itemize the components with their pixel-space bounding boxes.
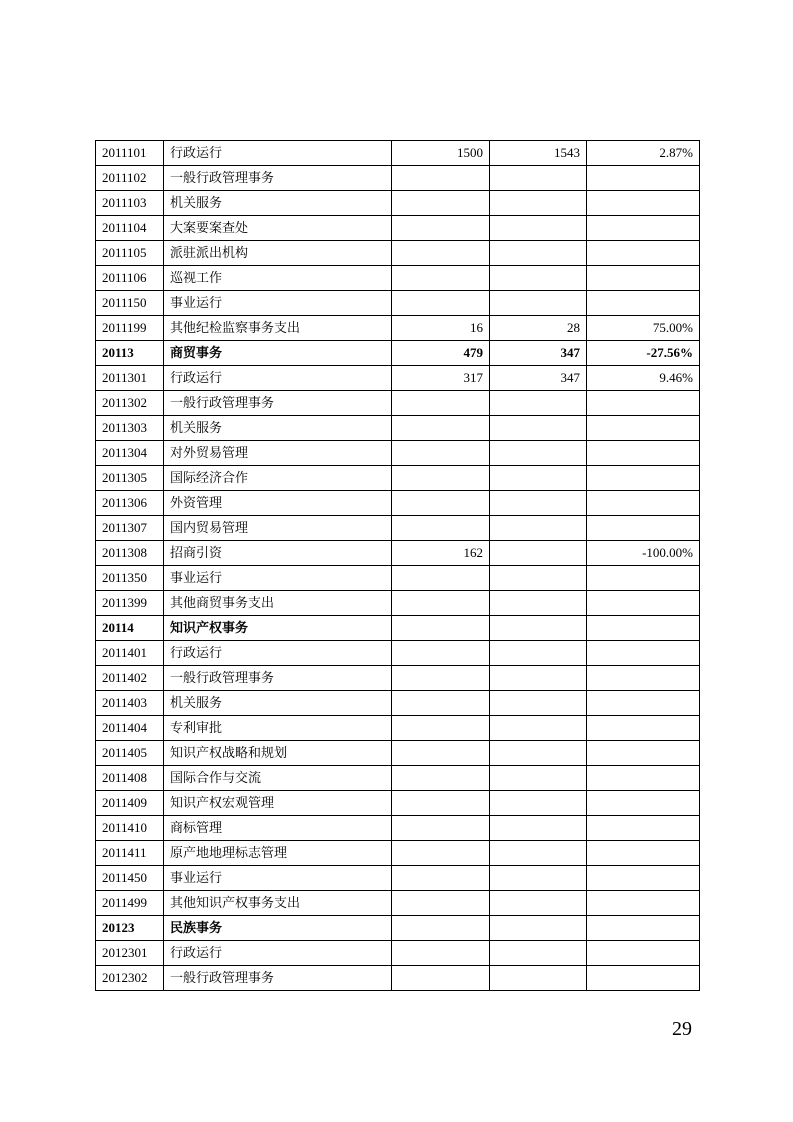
row-code-cell: 2011104 xyxy=(96,216,164,241)
row-change-percent-cell xyxy=(587,791,700,816)
row-name-cell: 一般行政管理事务 xyxy=(164,391,392,416)
row-actual-value-cell: 347 xyxy=(490,341,587,366)
row-name-cell: 知识产权战略和规划 xyxy=(164,741,392,766)
row-code-cell: 2011106 xyxy=(96,266,164,291)
row-code-cell: 2012302 xyxy=(96,966,164,991)
row-actual-value-cell xyxy=(490,841,587,866)
row-name-cell: 事业运行 xyxy=(164,291,392,316)
budget-expenditure-table xyxy=(95,140,700,991)
row-budget-value-cell xyxy=(392,466,490,491)
row-code-cell: 2011350 xyxy=(96,566,164,591)
row-name-cell: 知识产权宏观管理 xyxy=(164,791,392,816)
row-code-cell: 2011199 xyxy=(96,316,164,341)
row-budget-value-cell xyxy=(392,391,490,416)
row-code-cell: 2011401 xyxy=(96,641,164,666)
row-budget-value-cell xyxy=(392,641,490,666)
row-name-cell: 招商引资 xyxy=(164,541,392,566)
row-code-cell: 2011411 xyxy=(96,841,164,866)
row-budget-value-cell xyxy=(392,691,490,716)
row-actual-value-cell xyxy=(490,866,587,891)
row-actual-value-cell xyxy=(490,916,587,941)
row-budget-value-cell: 479 xyxy=(392,341,490,366)
row-code-cell: 2011450 xyxy=(96,866,164,891)
table-row xyxy=(96,216,700,241)
row-change-percent-cell xyxy=(587,266,700,291)
row-code-cell: 2011304 xyxy=(96,441,164,466)
row-code-cell: 2011404 xyxy=(96,716,164,741)
row-actual-value-cell xyxy=(490,616,587,641)
row-code-cell: 2011103 xyxy=(96,191,164,216)
row-budget-value-cell xyxy=(392,866,490,891)
row-change-percent-cell xyxy=(587,966,700,991)
table-row xyxy=(96,141,700,166)
row-change-percent-cell xyxy=(587,441,700,466)
table-row xyxy=(96,366,700,391)
page-number: 29 xyxy=(672,1018,692,1040)
row-actual-value-cell xyxy=(490,966,587,991)
row-code-cell: 20113 xyxy=(96,341,164,366)
row-change-percent-cell xyxy=(587,291,700,316)
row-actual-value-cell xyxy=(490,491,587,516)
row-code-cell: 2011410 xyxy=(96,816,164,841)
row-name-cell: 机关服务 xyxy=(164,691,392,716)
row-actual-value-cell xyxy=(490,716,587,741)
table-row xyxy=(96,166,700,191)
table-row xyxy=(96,516,700,541)
row-code-cell: 2011409 xyxy=(96,791,164,816)
row-budget-value-cell xyxy=(392,266,490,291)
row-actual-value-cell xyxy=(490,291,587,316)
row-actual-value-cell xyxy=(490,216,587,241)
row-change-percent-cell: -100.00% xyxy=(587,541,700,566)
row-budget-value-cell xyxy=(392,441,490,466)
row-change-percent-cell xyxy=(587,891,700,916)
row-actual-value-cell xyxy=(490,691,587,716)
row-code-cell: 2011399 xyxy=(96,591,164,616)
row-actual-value-cell xyxy=(490,591,587,616)
row-code-cell: 2011101 xyxy=(96,141,164,166)
table-row xyxy=(96,691,700,716)
row-change-percent-cell xyxy=(587,666,700,691)
row-budget-value-cell xyxy=(392,841,490,866)
row-budget-value-cell xyxy=(392,616,490,641)
row-code-cell: 2011307 xyxy=(96,516,164,541)
table-row xyxy=(96,866,700,891)
table-row xyxy=(96,891,700,916)
table-row xyxy=(96,291,700,316)
row-actual-value-cell: 1543 xyxy=(490,141,587,166)
row-name-cell: 机关服务 xyxy=(164,416,392,441)
row-change-percent-cell: 9.46% xyxy=(587,366,700,391)
row-name-cell: 事业运行 xyxy=(164,566,392,591)
row-change-percent-cell xyxy=(587,241,700,266)
row-code-cell: 2011308 xyxy=(96,541,164,566)
row-change-percent-cell xyxy=(587,691,700,716)
row-code-cell: 2011405 xyxy=(96,741,164,766)
row-code-cell: 2011402 xyxy=(96,666,164,691)
row-change-percent-cell xyxy=(587,616,700,641)
row-actual-value-cell: 28 xyxy=(490,316,587,341)
row-name-cell: 其他商贸事务支出 xyxy=(164,591,392,616)
row-actual-value-cell xyxy=(490,241,587,266)
row-name-cell: 其他纪检监察事务支出 xyxy=(164,316,392,341)
row-name-cell: 一般行政管理事务 xyxy=(164,166,392,191)
row-change-percent-cell: 2.87% xyxy=(587,141,700,166)
row-change-percent-cell xyxy=(587,816,700,841)
row-budget-value-cell xyxy=(392,566,490,591)
row-code-cell: 20123 xyxy=(96,916,164,941)
row-name-cell: 知识产权事务 xyxy=(164,616,392,641)
row-change-percent-cell xyxy=(587,866,700,891)
row-change-percent-cell xyxy=(587,591,700,616)
row-budget-value-cell: 162 xyxy=(392,541,490,566)
table-row xyxy=(96,816,700,841)
table-row xyxy=(96,766,700,791)
row-code-cell: 2011499 xyxy=(96,891,164,916)
row-actual-value-cell xyxy=(490,266,587,291)
row-budget-value-cell xyxy=(392,416,490,441)
row-actual-value-cell xyxy=(490,741,587,766)
table-row xyxy=(96,616,700,641)
row-budget-value-cell: 16 xyxy=(392,316,490,341)
table-row xyxy=(96,741,700,766)
row-budget-value-cell xyxy=(392,966,490,991)
row-name-cell: 行政运行 xyxy=(164,641,392,666)
row-actual-value-cell xyxy=(490,191,587,216)
table-body xyxy=(96,141,700,991)
row-code-cell: 2011306 xyxy=(96,491,164,516)
row-change-percent-cell xyxy=(587,741,700,766)
row-change-percent-cell: -27.56% xyxy=(587,341,700,366)
row-code-cell: 20114 xyxy=(96,616,164,641)
row-name-cell: 事业运行 xyxy=(164,866,392,891)
row-actual-value-cell xyxy=(490,816,587,841)
row-change-percent-cell xyxy=(587,391,700,416)
row-change-percent-cell xyxy=(587,466,700,491)
row-change-percent-cell xyxy=(587,216,700,241)
row-name-cell: 外资管理 xyxy=(164,491,392,516)
row-actual-value-cell xyxy=(490,441,587,466)
row-actual-value-cell xyxy=(490,166,587,191)
row-change-percent-cell xyxy=(587,516,700,541)
table-row xyxy=(96,541,700,566)
row-budget-value-cell xyxy=(392,716,490,741)
table-row xyxy=(96,841,700,866)
table-row xyxy=(96,716,700,741)
row-actual-value-cell xyxy=(490,541,587,566)
row-change-percent-cell xyxy=(587,416,700,441)
row-budget-value-cell xyxy=(392,941,490,966)
row-change-percent-cell xyxy=(587,766,700,791)
row-name-cell: 国际经济合作 xyxy=(164,466,392,491)
row-budget-value-cell xyxy=(392,791,490,816)
table-row xyxy=(96,191,700,216)
row-actual-value-cell xyxy=(490,666,587,691)
row-change-percent-cell xyxy=(587,841,700,866)
row-actual-value-cell xyxy=(490,416,587,441)
row-budget-value-cell xyxy=(392,591,490,616)
row-code-cell: 2012301 xyxy=(96,941,164,966)
row-name-cell: 原产地地理标志管理 xyxy=(164,841,392,866)
row-actual-value-cell xyxy=(490,466,587,491)
row-name-cell: 商贸事务 xyxy=(164,341,392,366)
row-name-cell: 国际合作与交流 xyxy=(164,766,392,791)
table-row xyxy=(96,791,700,816)
row-code-cell: 2011105 xyxy=(96,241,164,266)
row-name-cell: 派驻派出机构 xyxy=(164,241,392,266)
row-code-cell: 2011403 xyxy=(96,691,164,716)
row-change-percent-cell: 75.00% xyxy=(587,316,700,341)
row-name-cell: 其他知识产权事务支出 xyxy=(164,891,392,916)
row-change-percent-cell xyxy=(587,916,700,941)
row-name-cell: 机关服务 xyxy=(164,191,392,216)
table-row xyxy=(96,566,700,591)
table-row xyxy=(96,591,700,616)
row-code-cell: 2011102 xyxy=(96,166,164,191)
row-actual-value-cell: 347 xyxy=(490,366,587,391)
row-budget-value-cell xyxy=(392,741,490,766)
table-row xyxy=(96,341,700,366)
row-name-cell: 民族事务 xyxy=(164,916,392,941)
table-row xyxy=(96,416,700,441)
table-row xyxy=(96,916,700,941)
row-code-cell: 2011301 xyxy=(96,366,164,391)
row-name-cell: 专利审批 xyxy=(164,716,392,741)
row-actual-value-cell xyxy=(490,941,587,966)
row-budget-value-cell xyxy=(392,216,490,241)
row-budget-value-cell xyxy=(392,516,490,541)
row-budget-value-cell xyxy=(392,891,490,916)
table-row xyxy=(96,491,700,516)
row-actual-value-cell xyxy=(490,791,587,816)
table-row xyxy=(96,941,700,966)
row-actual-value-cell xyxy=(490,641,587,666)
table-row xyxy=(96,466,700,491)
row-name-cell: 一般行政管理事务 xyxy=(164,966,392,991)
row-budget-value-cell: 1500 xyxy=(392,141,490,166)
row-name-cell: 一般行政管理事务 xyxy=(164,666,392,691)
table-row xyxy=(96,966,700,991)
row-budget-value-cell: 317 xyxy=(392,366,490,391)
row-code-cell: 2011303 xyxy=(96,416,164,441)
row-budget-value-cell xyxy=(392,816,490,841)
row-change-percent-cell xyxy=(587,941,700,966)
row-change-percent-cell xyxy=(587,566,700,591)
table-row xyxy=(96,266,700,291)
row-budget-value-cell xyxy=(392,291,490,316)
row-budget-value-cell xyxy=(392,491,490,516)
row-change-percent-cell xyxy=(587,491,700,516)
row-budget-value-cell xyxy=(392,241,490,266)
table-row xyxy=(96,441,700,466)
table-row xyxy=(96,316,700,341)
row-actual-value-cell xyxy=(490,516,587,541)
row-name-cell: 行政运行 xyxy=(164,141,392,166)
row-change-percent-cell xyxy=(587,716,700,741)
row-budget-value-cell xyxy=(392,916,490,941)
row-code-cell: 2011408 xyxy=(96,766,164,791)
table-row xyxy=(96,641,700,666)
row-code-cell: 2011302 xyxy=(96,391,164,416)
row-budget-value-cell xyxy=(392,166,490,191)
row-budget-value-cell xyxy=(392,191,490,216)
row-name-cell: 对外贸易管理 xyxy=(164,441,392,466)
table-row xyxy=(96,666,700,691)
row-change-percent-cell xyxy=(587,641,700,666)
row-name-cell: 行政运行 xyxy=(164,366,392,391)
row-change-percent-cell xyxy=(587,191,700,216)
row-name-cell: 大案要案查处 xyxy=(164,216,392,241)
row-name-cell: 巡视工作 xyxy=(164,266,392,291)
row-actual-value-cell xyxy=(490,566,587,591)
row-actual-value-cell xyxy=(490,891,587,916)
row-code-cell: 2011305 xyxy=(96,466,164,491)
row-change-percent-cell xyxy=(587,166,700,191)
row-actual-value-cell xyxy=(490,391,587,416)
row-budget-value-cell xyxy=(392,766,490,791)
table-row xyxy=(96,391,700,416)
row-budget-value-cell xyxy=(392,666,490,691)
row-name-cell: 商标管理 xyxy=(164,816,392,841)
row-code-cell: 2011150 xyxy=(96,291,164,316)
row-actual-value-cell xyxy=(490,766,587,791)
row-name-cell: 国内贸易管理 xyxy=(164,516,392,541)
row-name-cell: 行政运行 xyxy=(164,941,392,966)
table-row xyxy=(96,241,700,266)
